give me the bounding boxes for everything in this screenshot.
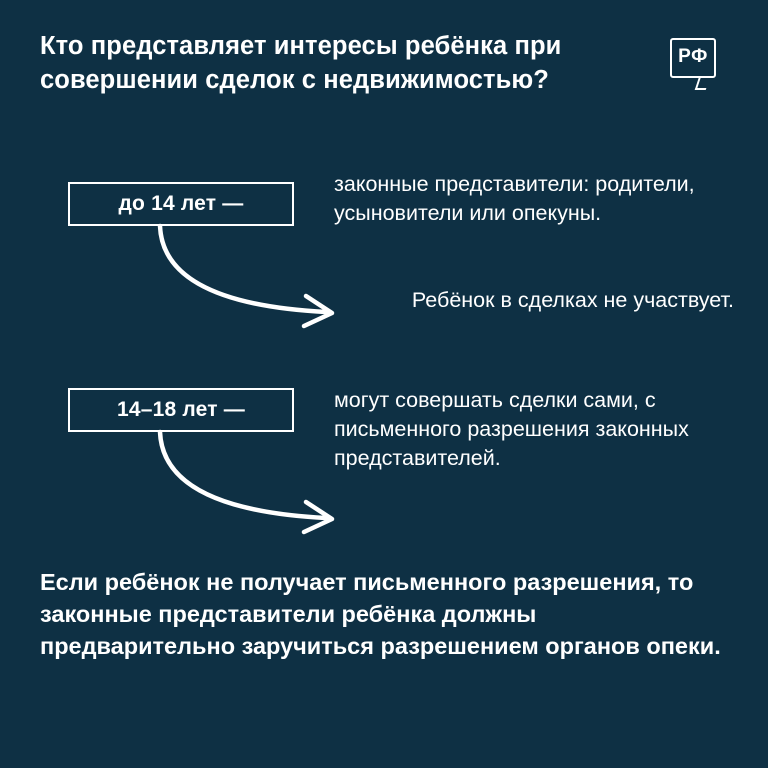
age-chip-14-18: 14–18 лет — — [68, 388, 294, 432]
page-title: Кто представляет интересы ребёнка при совершении сделок с недвижимостью? — [40, 32, 562, 94]
rf-logo — [670, 38, 724, 96]
rf-logo-label: РФ — [678, 46, 708, 67]
age-chip-under-14: до 14 лет — — [68, 182, 294, 226]
arrow-14-18-icon — [150, 428, 360, 538]
footer-note: Если ребёнок не получает письменного разрешения, то законные представители ребёнка должны предварительно заручиться разрешением органов опеки. — [40, 569, 721, 660]
rf-logo-tail — [695, 76, 711, 90]
child-not-participating-text: Ребёнок в сделках не участвует. — [411, 288, 734, 312]
legal-representatives-text: законные представители: родители, усыновители или опекуны. — [334, 172, 695, 226]
teen-transactions-text: могут совершать сделки сами, с письменного разрешения законных представителей. — [334, 388, 689, 471]
arrow-under-14-icon — [150, 222, 360, 332]
